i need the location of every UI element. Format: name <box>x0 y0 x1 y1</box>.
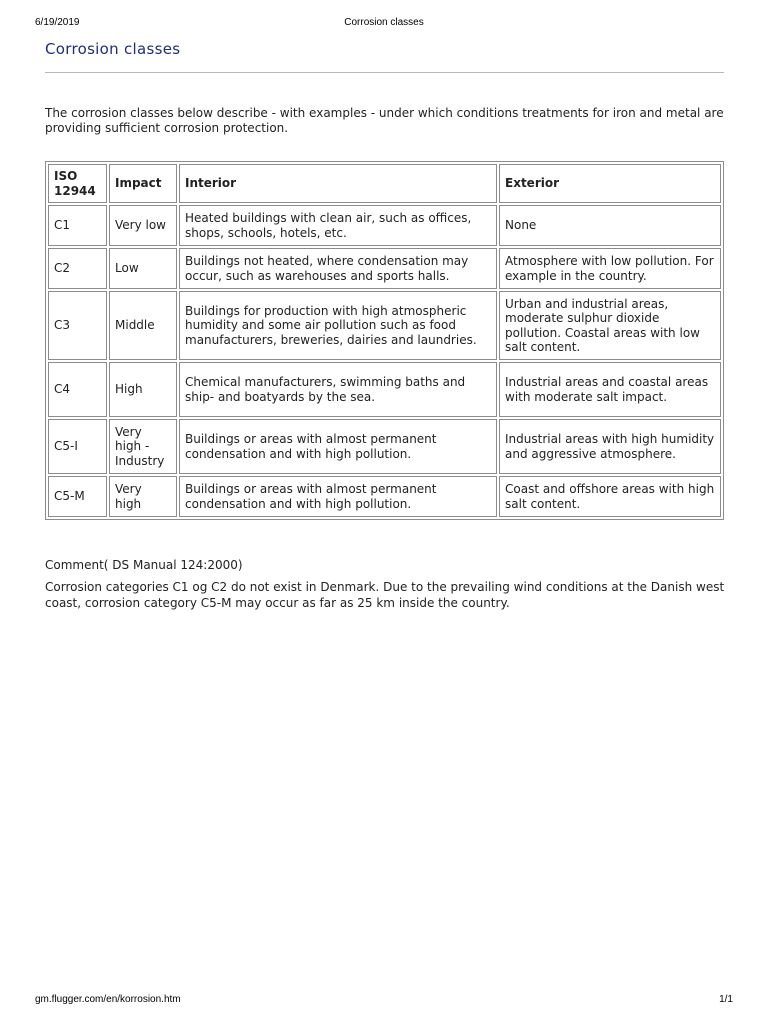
cell-impact: Very high - Industry <box>109 419 177 474</box>
cell-interior: Buildings for production with high atmospheric humidity and some air pollution such as food manufacturers, breweries, dairies and laundries. <box>179 291 497 360</box>
print-date: 6/19/2019 <box>35 17 80 28</box>
cell-exterior: Industrial areas and coastal areas with moderate salt impact. <box>499 362 721 417</box>
cell-interior: Chemical manufacturers, swimming baths and ship- and boatyards by the sea. <box>179 362 497 417</box>
cell-exterior: Coast and offshore areas with high salt content. <box>499 476 721 517</box>
cell-iso: C5-M <box>48 476 107 517</box>
header-impact: Impact <box>109 164 177 203</box>
print-url: gm.flugger.com/en/korrosion.htm <box>35 994 181 1005</box>
cell-impact: Low <box>109 248 177 289</box>
table-row <box>48 419 721 474</box>
cell-iso: C3 <box>48 291 107 360</box>
cell-interior: Buildings not heated, where condensation may occur, such as warehouses and sports halls. <box>179 248 497 289</box>
cell-exterior: None <box>499 205 721 246</box>
table-row <box>48 248 721 289</box>
table-row <box>48 362 721 417</box>
header-exterior: Exterior <box>499 164 721 203</box>
cell-impact: Middle <box>109 291 177 360</box>
cell-iso: C4 <box>48 362 107 417</box>
cell-iso: C2 <box>48 248 107 289</box>
intro-paragraph: The corrosion classes below describe - with examples - under which conditions treatments for iron and metal are providing sufficient corrosion protection. <box>45 106 724 135</box>
cell-interior: Heated buildings with clean air, such as offices, shops, schools, hotels, etc. <box>179 205 497 246</box>
cell-exterior: Urban and industrial areas, moderate sulphur dioxide pollution. Coastal areas with low salt content. <box>499 291 721 360</box>
header-iso: ISO 12944 <box>48 164 107 203</box>
cell-iso: C1 <box>48 205 107 246</box>
table-row <box>48 291 721 360</box>
title-divider <box>45 72 724 73</box>
cell-impact: High <box>109 362 177 417</box>
cell-exterior: Atmosphere with low pollution. For example in the country. <box>499 248 721 289</box>
comment-heading: Comment( DS Manual 124:2000) <box>45 558 243 572</box>
cell-interior: Buildings or areas with almost permanent condensation and with high pollution. <box>179 419 497 474</box>
page-title: Corrosion classes <box>45 40 181 58</box>
header-interior: Interior <box>179 164 497 203</box>
cell-impact: Very high <box>109 476 177 517</box>
cell-iso: C5-I <box>48 419 107 474</box>
comment-body: Corrosion categories C1 og C2 do not exist in Denmark. Due to the prevailing wind conditions at the Danish west coast, corrosion category C5-M may occur as far as 25 km inside the country. <box>45 580 725 610</box>
cell-impact: Very low <box>109 205 177 246</box>
table-row <box>48 205 721 246</box>
cell-exterior: Industrial areas with high humidity and aggressive atmosphere. <box>499 419 721 474</box>
table-header-row <box>48 164 721 203</box>
table-row <box>48 476 721 517</box>
corrosion-classes-table <box>45 161 724 520</box>
page-counter: 1/1 <box>719 994 733 1005</box>
print-footer <box>0 994 768 1008</box>
cell-interior: Buildings or areas with almost permanent condensation and with high pollution. <box>179 476 497 517</box>
print-title: Corrosion classes <box>344 17 424 28</box>
print-header <box>0 17 768 31</box>
